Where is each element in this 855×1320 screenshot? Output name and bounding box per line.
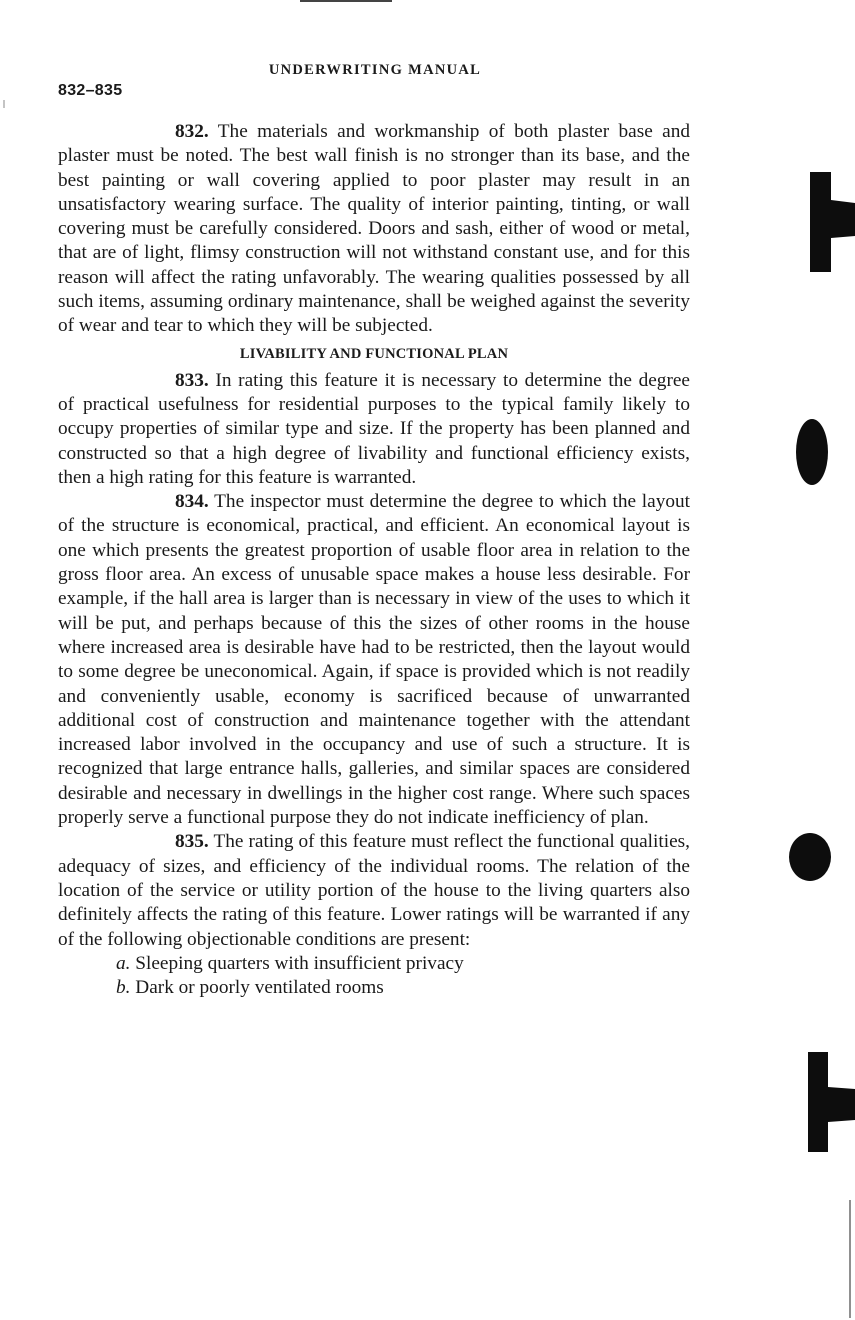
binder-clip-mark-top [810, 172, 855, 272]
paragraph-number: 832. [175, 121, 209, 142]
paragraph-text: The materials and workmanship of both plaster base and plaster must be noted. The best wall finish is no stronger than its base, and the best painting or wall covering applied to poor plaster may result in an unsatisfactory wearing surface. The quality of interior painting, tinting, or wall covering must be carefully considered. Doors and sash, either of wood or metal, that are of light, flimsy construction will not withstand constant use, and for this reason will affect the rating unfavorably. The wearing qualities possessed by all such items, assuming ordinary maintenance, shall be weighed against the severity of wear and tear to which they will be subjected. [58, 121, 690, 337]
list-letter: b. [116, 977, 131, 999]
binder-clip-mark-bottom [808, 1052, 855, 1152]
section-heading: LIVABILITY AND FUNCTIONAL PLAN [239, 345, 509, 362]
punch-hole-middle [796, 419, 828, 485]
section-range: 832–835 [58, 82, 123, 99]
list-item-text: Dark or poorly ventilated rooms [135, 977, 384, 999]
paragraph-text: The rating of this feature must reflect the functional qualities, adequacy of sizes, and efficiency of the individual rooms. The relation of the location of the service or utility portion of the house to the living quarters also definitely affects the rating of this feature. Lower ratings will be warranted if any of the following objectionable conditions are present: [58, 831, 690, 950]
paragraph-text: The inspector must determine the degree to which the layout of the structure is economical, practical, and efficient. An economical layout is one which presents the greatest proportion of usable floor area in relation to the gross floor area. An excess of unusable space makes a house less desirable. For example, if the hall area is larger than is necessary in view of the uses to which it will be put, and perhaps because of this the sizes of other rooms in the house where increased area is desirable have had to be restricted, then the layout would to some degree be uneconomical. Again, if space is provided which is not readily and conveniently usable, economy is sacrificed because of unwarranted additional cost of construction and maintenance together with the attendant increased labor involved in the occupancy and use of such a structure. It is recognized that large entrance halls, galleries, and similar spaces are considered desirable and necessary in dwellings in the higher cost range. Where such spaces properly serve a functional purpose they do not indicate inefficiency of plan. [58, 491, 690, 829]
running-head: UNDERWRITING MANUAL [268, 62, 482, 78]
punch-hole-lower [789, 833, 831, 881]
paragraph-number: 834. [175, 491, 209, 513]
paragraph-number: 835. [175, 831, 209, 853]
list-item-text: Sleeping quarters with insufficient privacy [135, 952, 464, 974]
list-letter: a. [116, 952, 131, 974]
paragraph-number: 833. [175, 369, 209, 391]
paragraph-text: In rating this feature it is necessary to determine the degree of practical usefulness for residential purposes to the typical family likely to occupy properties of similar type and size. If the property has been planned and constructed so that a high degree of livability and functional efficiency exists, then a high rating for this feature is warranted. [58, 369, 690, 488]
